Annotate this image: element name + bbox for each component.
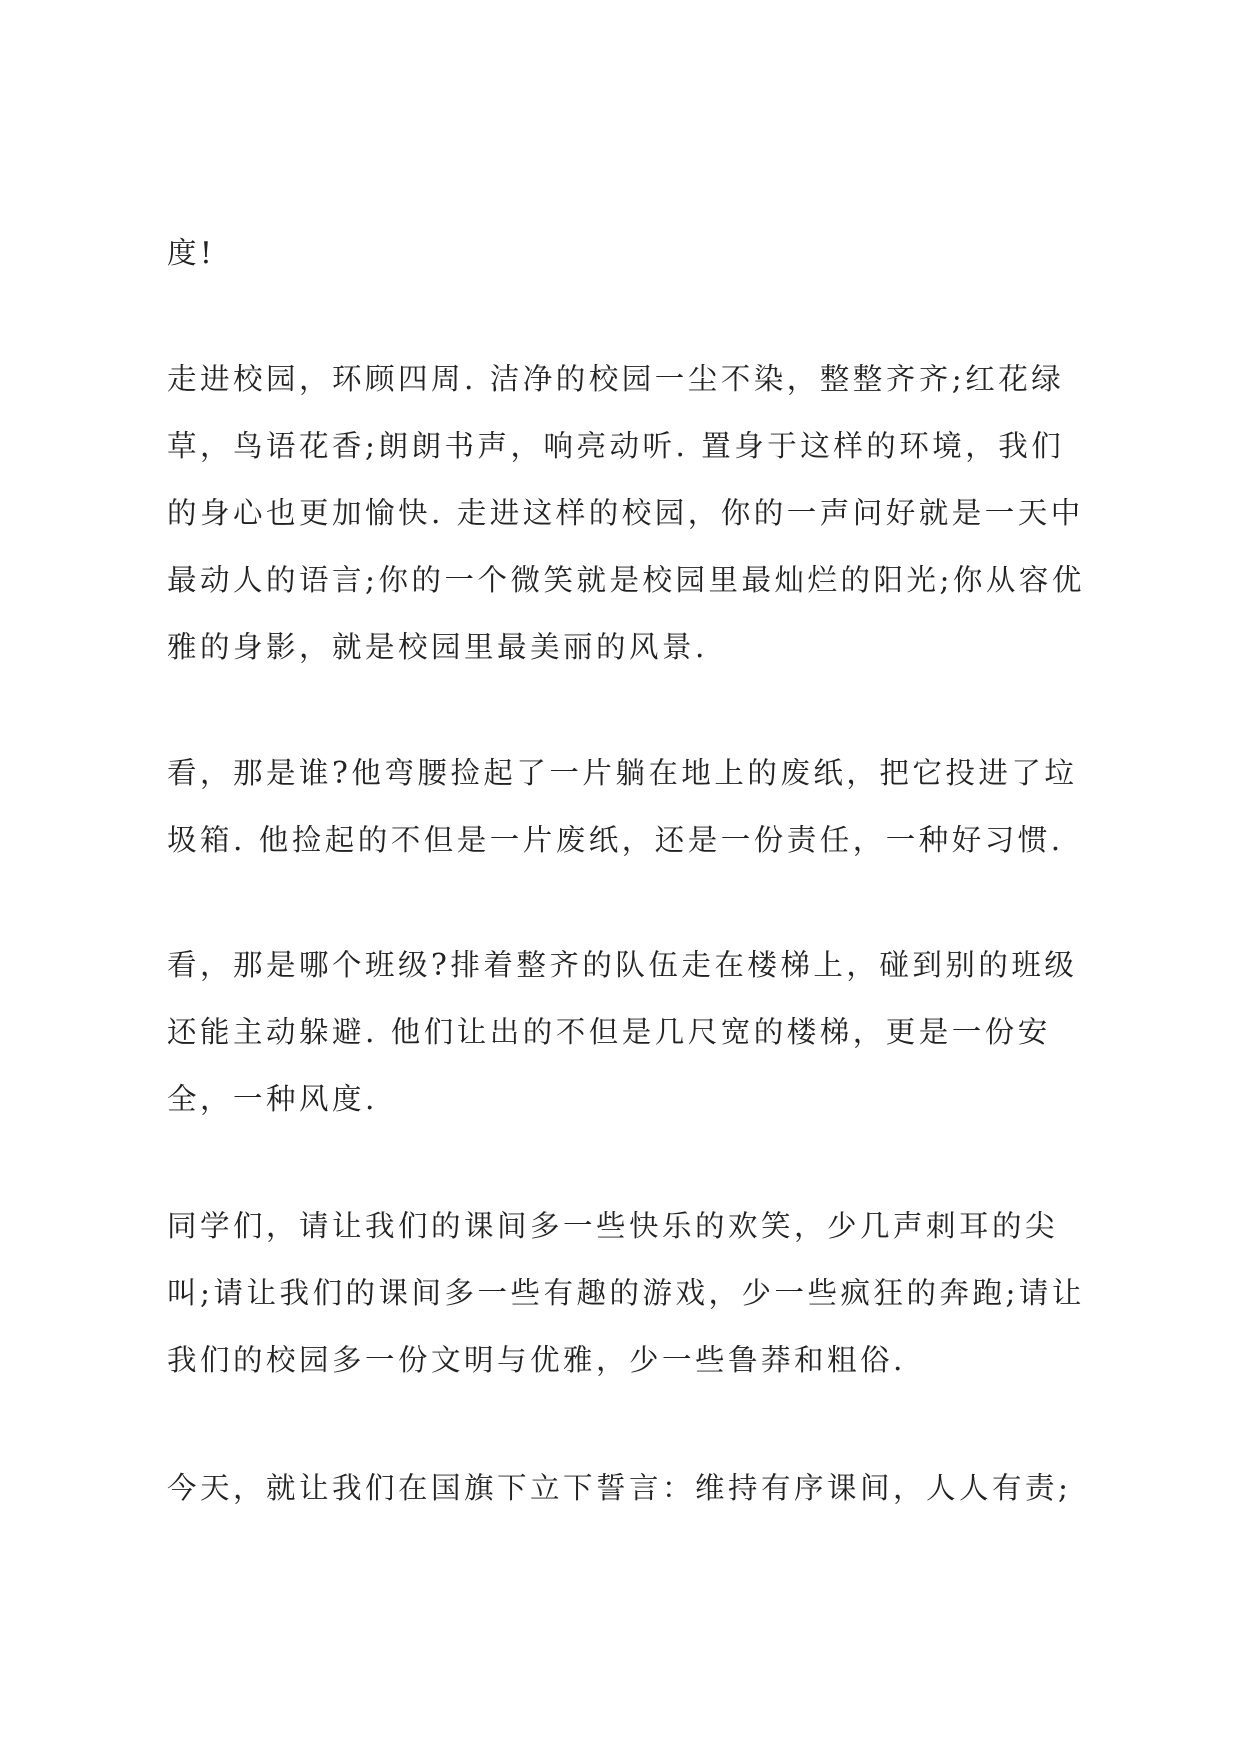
text-line: 草，鸟语花香;朗朗书声，响亮动听. 置身于这样的环境，我们 [167, 429, 1065, 463]
paragraph-1 [167, 220, 215, 287]
paragraph-5 [167, 1193, 1085, 1394]
text-line: 度! [167, 236, 216, 270]
text-line: 还能主动躲避. 他们让出的不但是几尺宽的楼梯，更是一份安 [167, 1015, 1051, 1049]
text-line: 雅的身影，就是校园里最美丽的风景. [167, 630, 708, 664]
text-line: 今天，就让我们在国旗下立下誓言：维持有序课间，人人有责; [167, 1471, 1072, 1505]
text-line: 全，一种风度. [167, 1082, 378, 1116]
paragraph-6 [167, 1455, 1071, 1522]
paragraph-4 [167, 932, 1077, 1133]
text-line: 我们的校园多一份文明与优雅，少一些鲁莽和粗俗. [167, 1343, 906, 1377]
text-line: 看，那是谁?他弯腰捡起了一片躺在地上的废纸，把它投进了垃 [167, 756, 1078, 790]
text-line: 叫;请让我们的课间多一些有趣的游戏，少一些疯狂的奔跑;请让 [167, 1276, 1085, 1310]
paragraph-2 [167, 346, 1085, 681]
text-line: 最动人的语言;你的一个微笑就是校园里最灿烂的阳光;你从容优 [167, 563, 1085, 597]
text-line: 看，那是哪个班级?排着整齐的队伍走在楼梯上，碰到别的班级 [167, 948, 1078, 982]
text-line: 的身心也更加愉快. 走进这样的校园，你的一声问好就是一天中 [167, 496, 1084, 530]
text-line: 同学们，请让我们的课间多一些快乐的欢笑，少几声刺耳的尖 [167, 1209, 1059, 1243]
paragraph-3 [167, 740, 1077, 874]
text-line: 圾箱. 他捡起的不但是一片废纸，还是一份责任，一种好习惯. [167, 823, 1064, 857]
text-line: 走进校园，环顾四周. 洁净的校园一尘不染，整整齐齐;红花绿 [167, 362, 1065, 396]
